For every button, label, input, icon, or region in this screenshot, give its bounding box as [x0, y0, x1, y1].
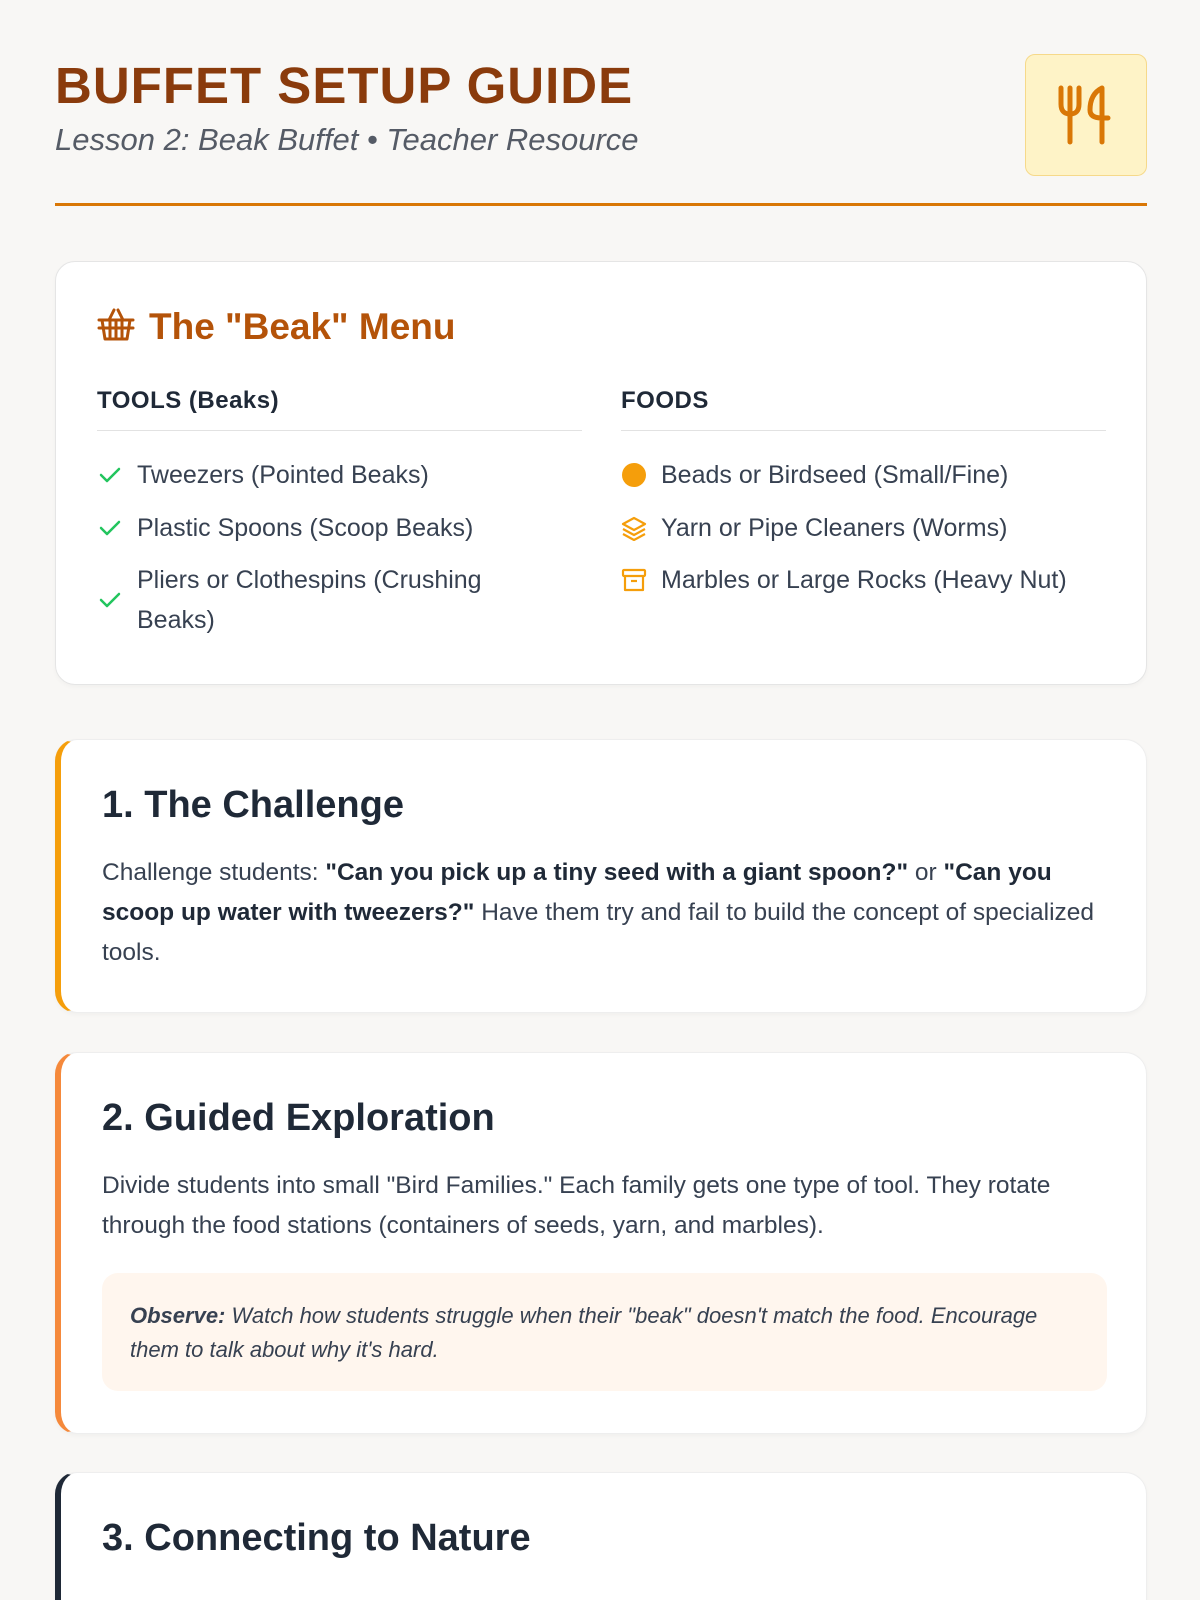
archive-box-icon	[621, 567, 647, 593]
food-label: Marbles or Large Rocks (Heavy Nut)	[661, 566, 1067, 594]
foods-heading: FOODS	[621, 387, 1106, 431]
beak-menu-card	[55, 261, 1147, 685]
food-label: Yarn or Pipe Cleaners (Worms)	[661, 514, 1008, 542]
page-subtitle: Lesson 2: Beak Buffet • Teacher Resource	[55, 122, 639, 157]
basket-icon	[97, 308, 135, 347]
step-text	[102, 853, 1112, 973]
tool-label: Tweezers (Pointed Beaks)	[137, 461, 429, 489]
step-text-part: Challenge students:	[102, 859, 326, 886]
layers-icon	[621, 515, 647, 541]
step-text-part: Have them try and fail to build the concept of specialized tools.	[102, 899, 1095, 966]
list-item	[97, 560, 517, 640]
page-title: BUFFET SETUP GUIDE	[55, 57, 634, 114]
tools-heading: TOOLS (Beaks)	[97, 387, 582, 431]
list-item	[97, 508, 537, 548]
food-label: Beads or Birdseed (Small/Fine)	[661, 461, 1009, 489]
step-title: 1. The Challenge	[102, 784, 404, 826]
check-icon	[97, 591, 123, 609]
list-item	[621, 560, 1111, 600]
fork-knife-icon	[1025, 54, 1147, 176]
step-title: 3. Connecting to Nature	[102, 1517, 531, 1559]
observe-text: Watch how students struggle when their "beak" doesn't match the food. Encourage them to talk about why it's hard.	[130, 1303, 1038, 1362]
page	[55, 0, 1147, 1559]
observe-callout	[102, 1273, 1107, 1391]
step-card-exploration	[55, 1052, 1147, 1434]
foods-column	[621, 387, 1106, 594]
list-item	[621, 508, 1101, 548]
check-icon	[97, 519, 123, 537]
step-card-challenge	[55, 739, 1147, 1013]
menu-heading	[97, 306, 455, 348]
list-item	[621, 455, 1101, 495]
menu-title: The "Beak" Menu	[149, 306, 456, 347]
observe-label: Observe:	[130, 1303, 226, 1328]
tool-label: Pliers or Clothespins (Crushing Beaks)	[137, 566, 482, 634]
step-quote: "Can you scoop up water with tweezers?"	[102, 859, 1052, 926]
check-icon	[97, 466, 123, 484]
tool-label: Plastic Spoons (Scoop Beaks)	[137, 514, 474, 542]
header	[55, 0, 1147, 206]
step-quote: "Can you pick up a tiny seed with a giant spoon?"	[325, 859, 909, 886]
tools-column	[97, 387, 582, 634]
list-item	[97, 455, 537, 495]
step-card-nature	[55, 1472, 1147, 1600]
dot-icon	[621, 462, 647, 488]
step-text: Divide students into small "Bird Families." Each family gets one type of tool. They rotate through the food stations (containers of seeds, yarn, and marbles).	[102, 1172, 1051, 1239]
step-text-part: or	[908, 859, 944, 886]
step-title: 2. Guided Exploration	[102, 1097, 495, 1139]
